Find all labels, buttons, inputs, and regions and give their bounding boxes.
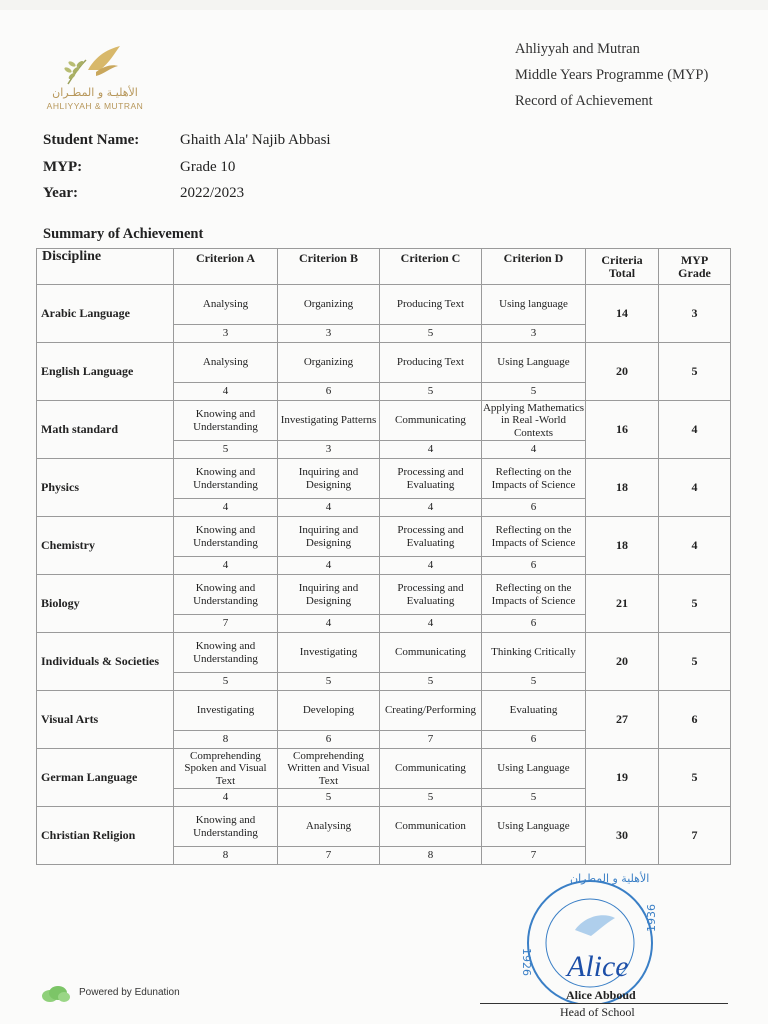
criterion-b-score: 6: [278, 731, 380, 749]
myp-grade: 7: [659, 807, 731, 865]
myp-grade: 4: [659, 517, 731, 575]
criterion-c-score: 4: [380, 557, 482, 575]
criterion-b-label: Inquiring and Designing: [278, 517, 380, 557]
criterion-c-label: Processing and Evaluating: [380, 459, 482, 499]
table-body: [37, 285, 731, 865]
criterion-d-label: Reflecting on the Impacts of Science: [482, 459, 586, 499]
myp-row: [43, 159, 235, 176]
criterion-d-label: Reflecting on the Impacts of Science: [482, 517, 586, 557]
summary-title: Summary of Achievement: [43, 226, 204, 242]
myp-grade: 5: [659, 633, 731, 691]
student-name-row: [43, 132, 331, 149]
achievement-table: [36, 248, 731, 865]
criterion-a-score: 5: [174, 673, 278, 691]
table-row: [37, 459, 731, 499]
subject-name: Visual Arts: [37, 691, 174, 749]
criteria-total: 16: [586, 401, 659, 459]
criterion-b-score: 4: [278, 615, 380, 633]
criterion-c-label: Producing Text: [380, 285, 482, 325]
criteria-total: 18: [586, 517, 659, 575]
criterion-b-score: 6: [278, 383, 380, 401]
criterion-a-label: Investigating: [174, 691, 278, 731]
table-row: [37, 401, 731, 441]
criteria-total: 19: [586, 749, 659, 807]
myp-grade: Grade 10: [180, 159, 236, 175]
year-row: [43, 185, 244, 202]
criterion-b-score: 4: [278, 557, 380, 575]
criterion-b-label: Organizing: [278, 343, 380, 383]
table-row: [37, 749, 731, 789]
criterion-a-score: 8: [174, 731, 278, 749]
signature-line: [480, 1003, 728, 1004]
signatory-name: Alice Abboud: [566, 988, 636, 1002]
logo-english-text: AHLIYYAH & MUTRAN: [46, 101, 144, 111]
criterion-d-score: 4: [482, 441, 586, 459]
criteria-total: 18: [586, 459, 659, 517]
signatory-role: Head of School: [560, 1005, 635, 1019]
criterion-a-label: Comprehending Spoken and Visual Text: [174, 749, 278, 789]
criterion-d-score: 6: [482, 499, 586, 517]
year-label: Year:: [43, 185, 78, 201]
criterion-c-score: 4: [380, 615, 482, 633]
subject-name: Arabic Language: [37, 285, 174, 343]
criterion-a-label: Knowing and Understanding: [174, 575, 278, 615]
criterion-a-label: Knowing and Understanding: [174, 401, 278, 441]
criterion-b-score: 4: [278, 499, 380, 517]
criterion-b-label: Analysing: [278, 807, 380, 847]
header-criteria-total: Criteria Total: [586, 249, 659, 285]
myp-grade: 5: [659, 343, 731, 401]
criterion-d-label: Reflecting on the Impacts of Science: [482, 575, 586, 615]
criterion-d-score: 3: [482, 325, 586, 343]
criterion-b-score: 3: [278, 325, 380, 343]
table-row: [37, 633, 731, 673]
criterion-d-score: 6: [482, 731, 586, 749]
school-stamp-icon: [515, 868, 665, 1004]
document-header: [515, 36, 708, 114]
criterion-a-score: 4: [174, 789, 278, 807]
criterion-c-label: Processing and Evaluating: [380, 575, 482, 615]
criterion-c-label: Communicating: [380, 633, 482, 673]
criterion-c-score: 7: [380, 731, 482, 749]
criterion-d-label: Thinking Critically: [482, 633, 586, 673]
header-record: Record of Achievement: [515, 93, 653, 109]
criterion-c-score: 5: [380, 325, 482, 343]
criterion-d-label: Applying Mathematics in Real -World Contexts: [482, 401, 585, 439]
criterion-b-label: Inquiring and Designing: [278, 459, 380, 499]
criterion-a-score: 5: [174, 441, 278, 459]
header-myp-grade: MYP Grade: [659, 249, 731, 285]
criterion-d-label: Evaluating: [482, 691, 586, 731]
criteria-total: 27: [586, 691, 659, 749]
criteria-total: 14: [586, 285, 659, 343]
criterion-b-label: Developing: [278, 691, 380, 731]
stamp-year-right: 1936: [645, 904, 658, 932]
criterion-d-label: Using Language: [482, 749, 586, 789]
subject-name: Christian Religion: [37, 807, 174, 865]
criterion-b-label: Investigating Patterns: [278, 401, 380, 441]
criterion-c-label: Producing Text: [380, 343, 482, 383]
table-row: [37, 575, 731, 615]
signature-script: Alice: [567, 950, 629, 983]
criterion-c-score: 5: [380, 383, 482, 401]
criterion-b-score: 5: [278, 789, 380, 807]
myp-label: MYP:: [43, 159, 83, 175]
subject-name: German Language: [37, 749, 174, 807]
stamp-year-left: 1926: [520, 948, 533, 976]
criterion-d-label: Using Language: [482, 343, 586, 383]
header-school: Ahliyyah and Mutran: [515, 41, 640, 57]
criterion-a-score: 4: [174, 499, 278, 517]
myp-grade: 4: [659, 459, 731, 517]
powered-by-text: Powered by Edunation: [79, 987, 180, 998]
criterion-a-score: 4: [174, 557, 278, 575]
subject-name: Biology: [37, 575, 174, 633]
student-name: Ghaith Ala' Najib Abbasi: [180, 132, 331, 148]
criterion-a-score: 7: [174, 615, 278, 633]
criteria-total: 21: [586, 575, 659, 633]
subject-name: Chemistry: [37, 517, 174, 575]
header-programme: Middle Years Programme (MYP): [515, 67, 709, 83]
criterion-a-label: Analysing: [174, 343, 278, 383]
table-row: [37, 517, 731, 557]
table-row: [37, 285, 731, 325]
criterion-c-score: 5: [380, 789, 482, 807]
table-row: [37, 343, 731, 383]
criterion-c-label: Communication: [380, 807, 482, 847]
subject-name: Physics: [37, 459, 174, 517]
criterion-a-score: 8: [174, 847, 278, 865]
criterion-d-label: Using language: [482, 285, 586, 325]
criteria-total: 30: [586, 807, 659, 865]
subject-name: Individuals & Societies: [37, 633, 174, 691]
criterion-a-label: Knowing and Understanding: [174, 807, 278, 847]
subject-name: English Language: [37, 343, 174, 401]
criterion-c-score: 4: [380, 441, 482, 459]
subject-name: Math standard: [37, 401, 174, 459]
criterion-b-label: Investigating: [278, 633, 380, 673]
stamp-top-text: الأهلية و المطران: [570, 872, 650, 885]
criterion-d-score: 7: [482, 847, 586, 865]
criterion-c-score: 4: [380, 499, 482, 517]
criterion-a-score: 4: [174, 383, 278, 401]
myp-grade: 5: [659, 749, 731, 807]
criterion-c-label: Communicating: [380, 749, 482, 789]
criterion-c-label: Processing and Evaluating: [380, 517, 482, 557]
table-row: [37, 807, 731, 847]
criterion-b-label: Inquiring and Designing: [278, 575, 380, 615]
criterion-d-label: Using Language: [482, 807, 586, 847]
myp-grade: 3: [659, 285, 731, 343]
table-row: [37, 691, 731, 731]
criterion-a-label: Analysing: [174, 285, 278, 325]
myp-grade: 5: [659, 575, 731, 633]
student-name-label: Student Name:: [43, 132, 140, 148]
criterion-c-label: Communicating: [380, 401, 482, 441]
criterion-d-score: 5: [482, 383, 586, 401]
criterion-a-label: Knowing and Understanding: [174, 459, 278, 499]
edunation-cloud-icon: [40, 984, 72, 1004]
criterion-a-label: Knowing and Understanding: [174, 517, 278, 557]
year-value: 2022/2023: [180, 185, 245, 201]
criterion-d-score: 5: [482, 789, 586, 807]
header-criterion-c: Criterion C: [380, 249, 482, 285]
myp-grade: 4: [659, 401, 731, 459]
myp-grade: 6: [659, 691, 731, 749]
header-criterion-a: Criterion A: [174, 249, 278, 285]
criterion-b-label: Organizing: [278, 285, 380, 325]
criterion-a-label: Knowing and Understanding: [174, 633, 278, 673]
criterion-d-score: 5: [482, 673, 586, 691]
criteria-total: 20: [586, 633, 659, 691]
criteria-total: 20: [586, 343, 659, 401]
criterion-d-score: 6: [482, 615, 586, 633]
header-discipline: Discipline: [37, 249, 174, 285]
criterion-b-score: 3: [278, 441, 380, 459]
criterion-c-score: 8: [380, 847, 482, 865]
criterion-b-label: Comprehending Written and Visual Text: [278, 749, 380, 789]
criterion-c-label: Creating/Performing: [380, 691, 482, 731]
logo-arabic-text: الأهليـة و المطـران: [52, 86, 138, 99]
header-criterion-d: Criterion D: [482, 249, 586, 285]
criterion-b-score: 5: [278, 673, 380, 691]
criterion-a-score: 3: [174, 325, 278, 343]
header-criterion-b: Criterion B: [278, 249, 380, 285]
criterion-c-score: 5: [380, 673, 482, 691]
criterion-d-score: 6: [482, 557, 586, 575]
criterion-b-score: 7: [278, 847, 380, 865]
